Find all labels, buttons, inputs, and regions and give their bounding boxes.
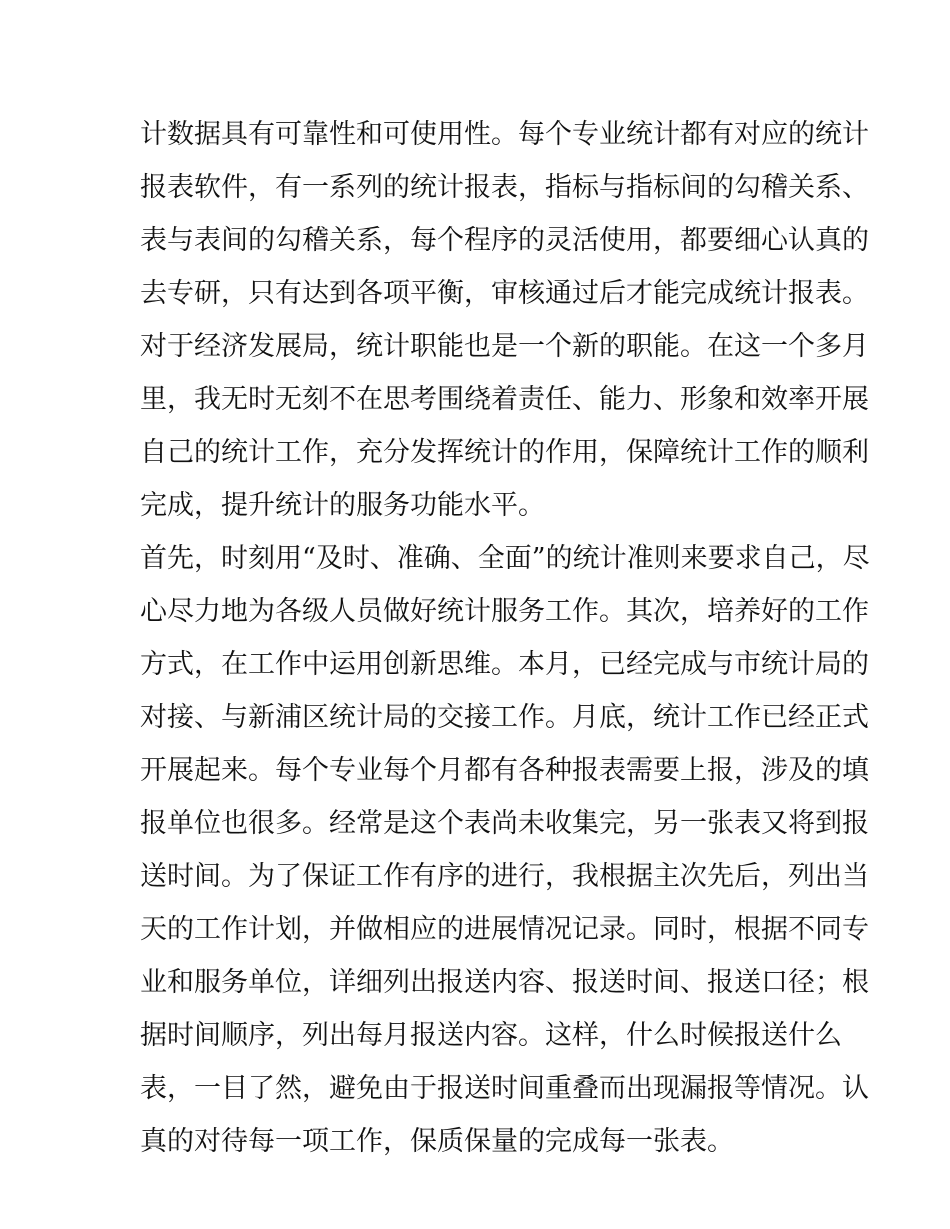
text-line: 送时间。为了保证工作有序的进行，我根据主次先后，列出当 (140, 861, 869, 892)
text-line: 首先，时刻用“及时、准确、全面”的统计准则来要求自己，尽 (140, 543, 870, 574)
text-line: 天的工作计划，并做相应的进展情况记录。同时，根据不同专 (140, 914, 869, 945)
text-line: 对接、与新浦区统计局的交接工作。月底，统计工作已经正式 (140, 702, 869, 733)
text-line: 报单位也很多。经常是这个表尚未收集完，另一张表又将到报 (140, 808, 869, 839)
text-line: 报表软件，有一系列的统计报表，指标与指标间的勾稽关系、 (140, 172, 869, 203)
text-line: 去专研，只有达到各项平衡，审核通过后才能完成统计报表。 (140, 278, 869, 309)
text-line: 里，我无时无刻不在思考围绕着责任、能力、形象和效率开展 (140, 384, 869, 415)
text-line: 表，一目了然，避免由于报送时间重叠而出现漏报等情况。认 (140, 1073, 869, 1104)
text-line: 完成，提升统计的服务功能水平。 (140, 490, 545, 521)
text-line: 业和服务单位，详细列出报送内容、报送时间、报送口径；根 (140, 967, 869, 998)
text-line: 开展起来。每个专业每个月都有各种报表需要上报，涉及的填 (140, 755, 869, 786)
text-line: 心尽力地为各级人员做好统计服务工作。其次，培养好的工作 (140, 596, 869, 627)
text-line: 自己的统计工作，充分发挥统计的作用，保障统计工作的顺利 (140, 437, 869, 468)
text-line: 据时间顺序，列出每月报送内容。这样，什么时候报送什么 (140, 1020, 842, 1051)
text-line: 真的对待每一项工作，保质保量的完成每一张表。 (140, 1126, 734, 1157)
text-line: 表与表间的勾稽关系，每个程序的灵活使用，都要细心认真的 (140, 225, 869, 256)
text-line: 对于经济发展局，统计职能也是一个新的职能。在这一个多月 (140, 331, 869, 362)
text-line: 计数据具有可靠性和可使用性。每个专业统计都有对应的统计 (140, 119, 869, 150)
text-line: 方式，在工作中运用创新思维。本月，已经完成与市统计局的 (140, 649, 869, 680)
body-text (140, 108, 870, 1168)
